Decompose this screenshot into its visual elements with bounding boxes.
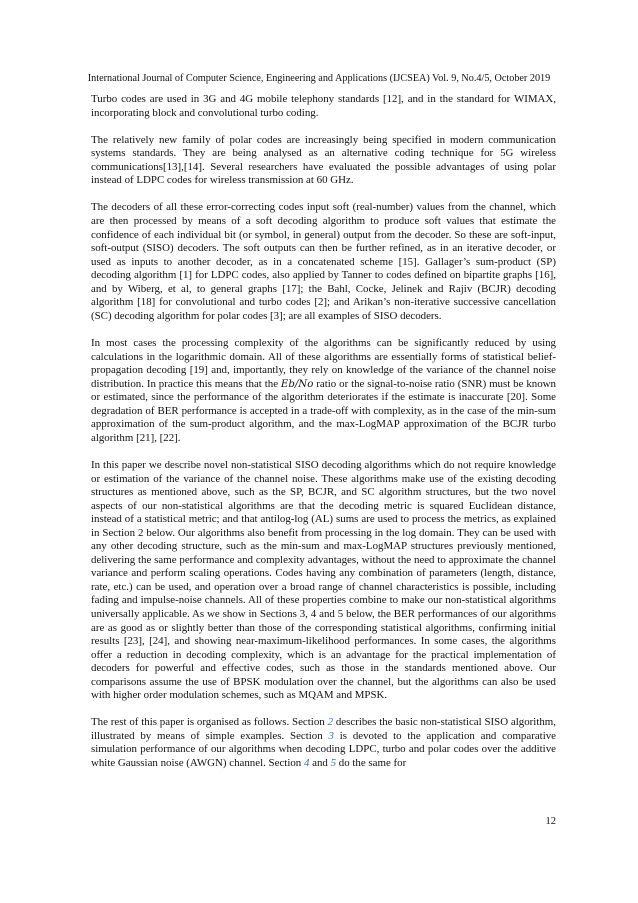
- p6-text-a: The rest of this paper is organised as follows. Section: [91, 716, 328, 729]
- body-text: [91, 93, 556, 784]
- section-3-link[interactable]: 3: [328, 729, 334, 742]
- p6-text-c: is devoted to the application and comparative simulation performance of our algorithms when decoding LDPC, turbo and polar codes over the additive white Gaussian noise (AWGN) channel. Section: [91, 729, 556, 770]
- page-number: 12: [545, 816, 556, 827]
- p6-text-b: describes the basic non-statistical SISO algorithm, illustrated by means of simple examples. Section: [91, 716, 557, 742]
- p4-text-after: ratio or the signal-to-noise ratio (SNR) must be known or estimated, since the performance of the algorithm deteriorates if the estimate is inaccurate [20]. Some degradation of BER performance is accepted in a trade-off with complexity, as in the case of the min-sum approximation of the sum-product algorithm, and the max-LogMAP approximation of the BCJR turbo algorithm [21], [22].: [91, 377, 556, 444]
- paragraph-siso-decoders: The decoders of all these error-correcting codes input soft (real-number) values from the channel, which are then processed by means of a soft decoding algorithm to produce soft values that estimate the confidence of each individual bit (or symbol, in general) output from the decoder. So these are soft-input, soft-output (SISO) decoders. The soft outputs can then be further refined, as in an iterative decoder, or used as inputs to another decoder, as in a concatenated scheme [15]. Gallager’s sum-product (SP) decoding algorithm [1] for LDPC codes, also applied by Tanner to codes defined on bipartite graphs [16], and by Wiberg, et al, to general graphs [17]; the Bahl, Cocke, Jelinek and Rajiv (BCJR) decoding algorithm [18] for convolutional and turbo codes [2]; and Arikan’s non-iterative successive cancellation (SC) decoding algorithm for polar codes [3]; are all examples of SISO decoders.: [91, 201, 556, 322]
- paragraph-log-domain: [91, 337, 556, 445]
- section-4-link[interactable]: 4: [303, 757, 310, 770]
- section-5-link[interactable]: 5: [330, 757, 337, 770]
- running-header: International Journal of Computer Science, Engineering and Applications (IJCSEA) Vol. 9, No.4/5, October 2019: [87, 73, 551, 84]
- paragraph-polar-codes: The relatively new family of polar codes are increasingly being specified in modern communication systems standards. They are being analysed as an alternative coding technique for 5G wireless communications[13],[14]. Several researchers have evaluated the possible advantages of using polar instead of LDPC codes for wireless transmission at 60 GHz.: [91, 133, 556, 187]
- p4-text-before: In most cases the processing complexity of the algorithms can be significantly reduced by using calculations in the logarithmic domain. All of these algorithms are essentially forms of statistical belief-propagation decoding [19] and, importantly, they rely on knowledge of the variance of the channel noise distribution. In practice this means that the: [91, 336, 556, 390]
- p6-text-e: do the same for: [336, 757, 407, 770]
- eb-no-math: Eb/No: [280, 378, 314, 390]
- paragraph-turbo-codes: Turbo codes are used in 3G and 4G mobile telephony standards [12], and in the standard for WIMAX, incorporating block and convolutional turbo coding.: [91, 93, 556, 119]
- p6-text-d: and: [309, 757, 331, 770]
- section-2-link[interactable]: 2: [327, 716, 334, 729]
- paragraph-novel-algorithms: In this paper we describe novel non-statistical SISO decoding algorithms which do not require knowledge or estimation of the variance of the channel noise. These algorithms make use of the existing decoding structures as mentioned above, such as the SP, BCJR, and SC algorithm structures, but the two novel aspects of our non-statistical algorithms are that the decoding metric is squared Euclidean distance, instead of a statistical metric; and that antilog-log (AL) sums are used to process the metrics, as explained in Section 2 below. Our algorithms also benefit from processing in the log domain. They can be used with any other decoding structure, such as the min-sum and max-LogMAP structures previously mentioned, delivering the same performance and complexity advantages, without the need to approximate the channel variance and perform scaling operations. Codes having any combination of parameters (length, distance, rate, etc.) can be used, and operation over a broad range of channel characteristics is possible, including fading and impulse-noise channels. All of these properties combine to make our non-statistical algorithms universally applicable. As we show in Sections 3, 4 and 5 below, the BER performances of our algorithms are as good as or slightly better than those of the corresponding statistical algorithms, confirming initial results [23], [24], and showing near-maximum-likelihood performances. In some cases, the algorithms offer a reduction in decoding complexity, which is an advantage for the practical implementation of decoders for powerful and effective codes, such as those in the standards mentioned above. Our comparisons assume the use of BPSK modulation over the channel, but the algorithms can also be used with higher order modulation schemes, such as MQAM and MPSK.: [91, 458, 556, 702]
- paragraph-paper-outline: [91, 716, 556, 770]
